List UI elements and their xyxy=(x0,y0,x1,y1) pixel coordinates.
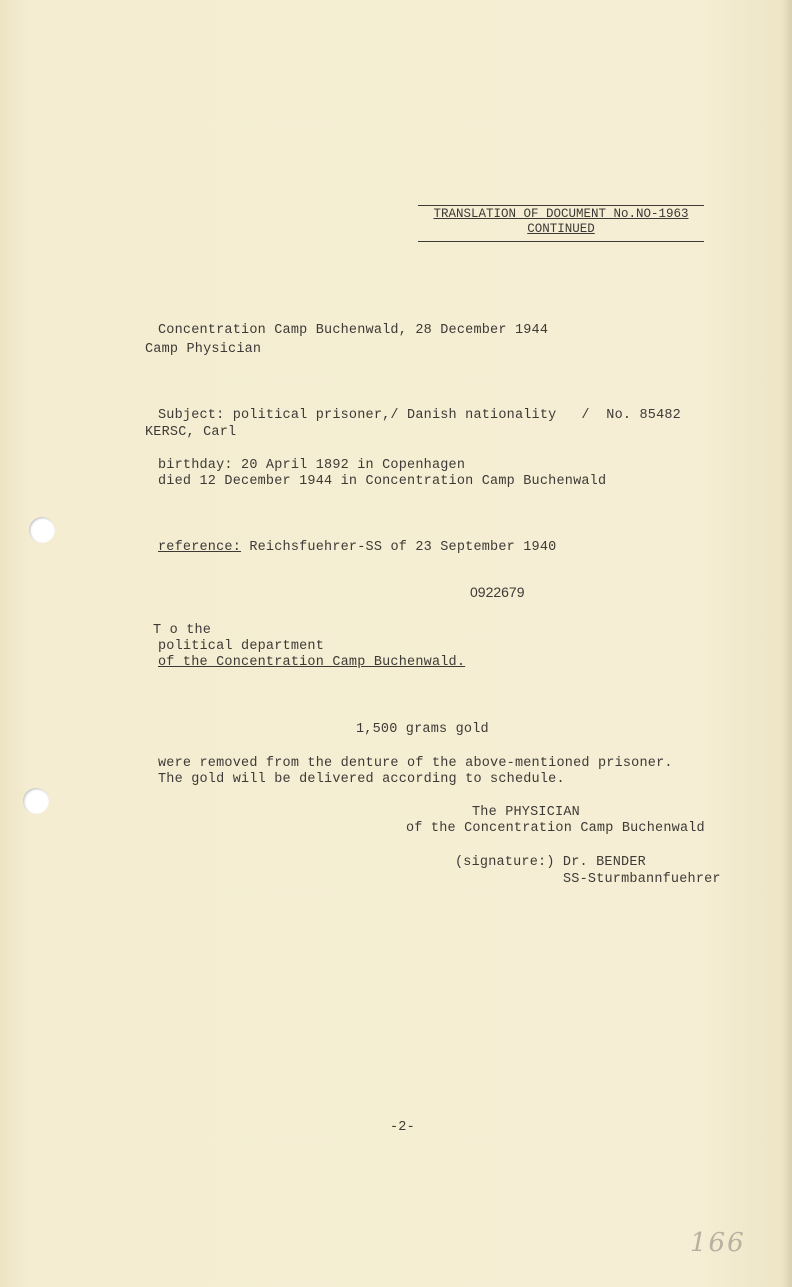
death-line: died 12 December 1944 in Concentration Camp Buchenwald xyxy=(158,474,607,489)
addressee-line1: T o the xyxy=(153,623,212,638)
birth-line: birthday: 20 April 1892 in Copenhagen xyxy=(158,458,466,473)
document-number: 0922679 xyxy=(470,584,525,600)
document-header xyxy=(418,207,704,237)
reference-text: Reichsfuehrer-SS of 23 September 1940 xyxy=(241,540,557,555)
reference-line xyxy=(158,540,556,556)
header-title: TRANSLATION OF DOCUMENT No.NO-1963 xyxy=(433,207,689,221)
header-bottom-rule xyxy=(418,241,704,242)
page-number: -2- xyxy=(390,1120,415,1135)
punch-hole xyxy=(23,788,49,814)
signature-title-location: of the Concentration Camp Buchenwald xyxy=(406,821,705,836)
handwritten-folio-number: 166 xyxy=(690,1228,746,1258)
header-top-rule xyxy=(418,205,704,206)
body-line1: were removed from the denture of the above-mentioned prisoner. xyxy=(158,756,673,771)
origin-line: Concentration Camp Buchenwald, 28 December 1944 xyxy=(158,323,549,338)
page-edge-shadow xyxy=(782,0,792,1287)
prisoner-name: KERSC, Carl xyxy=(145,425,237,440)
addressee-line2: political department xyxy=(158,639,325,654)
body-line2: The gold will be delivered according to schedule. xyxy=(158,772,565,787)
header-continued: CONTINUED xyxy=(527,222,595,236)
gold-amount: 1,500 grams gold xyxy=(356,722,489,737)
signature-title: The PHYSICIAN xyxy=(472,805,580,820)
origin-office: Camp Physician xyxy=(145,342,262,357)
subject-line: Subject: political prisoner,/ Danish nationality / No. 85482 xyxy=(158,408,681,423)
addressee-line3: of the Concentration Camp Buchenwald. xyxy=(158,655,466,670)
reference-label: reference: xyxy=(158,540,242,555)
signature-name: (signature:) Dr. BENDER xyxy=(455,855,646,870)
punch-hole xyxy=(29,517,55,543)
signature-rank: SS-Sturmbannfuehrer xyxy=(563,872,721,887)
